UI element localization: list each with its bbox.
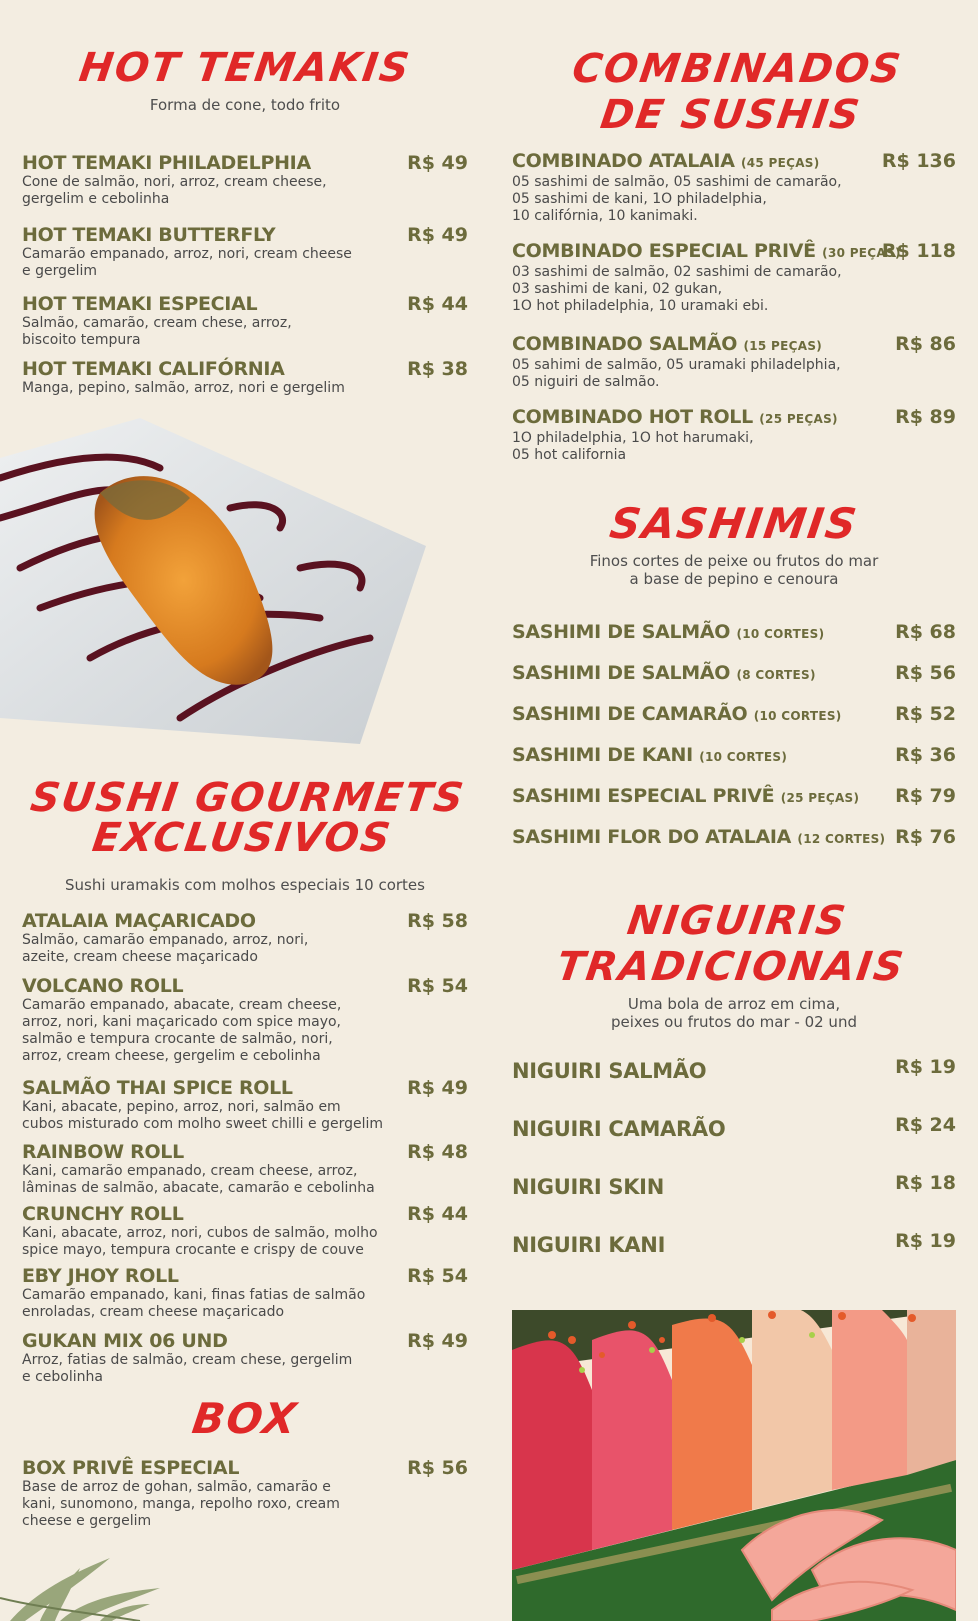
item-price: R$ 118 (881, 240, 956, 262)
item-name: HOT TEMAKI PHILADELPHIA (22, 152, 311, 174)
item-price: R$ 58 (407, 910, 468, 932)
item-description: Camarão empanado, abacate, cream cheese, arroz, nori, kani maçaricado com spice mayo, salmão e tempura crocante de salmão, nori, arroz, cream cheese, gergelim e cebolinha (22, 997, 342, 1064)
item-description: Kani, abacate, pepino, arroz, nori, salmão em cubos misturado com molho sweet chilli e gergelim (22, 1099, 383, 1132)
sashimis-subtitle: Finos cortes de peixe ou frutos do mar a base de pepino e cenoura (589, 552, 879, 588)
item-count: (10 CORTES) (699, 750, 788, 764)
item-price: R$ 18 (895, 1172, 956, 1194)
menu-item (22, 1457, 468, 1530)
item-count: (25 PEÇAS) (780, 791, 860, 805)
menu-item (22, 1203, 468, 1259)
menu-item (22, 975, 468, 1065)
item-name: SASHIMI DE KANI (10 CORTES) (512, 744, 788, 766)
sushi-roll-photo (512, 1310, 956, 1621)
item-name: HOT TEMAKI ESPECIAL (22, 293, 258, 315)
item-count: (45 PEÇAS) (740, 156, 820, 170)
box-title: BOX (189, 1394, 301, 1443)
item-name: EBY JHOY ROLL (22, 1265, 179, 1287)
item-price: R$ 52 (895, 703, 956, 725)
menu-item (512, 406, 956, 464)
item-count: (25 PEÇAS) (759, 412, 838, 426)
sushi-gourmets-title: SUSHI GOURMETS EXCLUSIVOS (27, 775, 468, 861)
menu-item (22, 1265, 468, 1321)
item-name: ATALAIA MAÇARICADO (22, 910, 256, 932)
menu-item (512, 785, 956, 809)
item-count: (12 CORTES) (797, 832, 886, 846)
menu-item (512, 1172, 956, 1199)
item-price: R$ 36 (895, 744, 956, 766)
menu-item (22, 1330, 468, 1386)
item-description: Kani, camarão empanado, cream cheese, arroz, lâminas de salmão, abacate, camarão e cebolinha (22, 1163, 375, 1196)
bamboo-leaf-icon (0, 1538, 170, 1621)
item-count: (30 PEÇAS) (822, 246, 901, 260)
item-price: R$ 49 (407, 224, 468, 246)
menu-item (512, 621, 956, 645)
item-name: COMBINADO SALMÃO (15 PEÇAS) (512, 333, 823, 355)
sushi-gourmets-subtitle: Sushi uramakis com molhos especiais 10 cortes (65, 876, 425, 894)
item-name: NIGUIRI CAMARÃO (512, 1117, 726, 1141)
item-description: Salmão, camarão, cream chese, arroz, biscoito tempura (22, 315, 292, 348)
item-description: 05 sashimi de salmão, 05 sashimi de camarão, 05 sashimi de kani, 1O philadelphia, 10 califórnia, 10 kanimaki. (512, 174, 842, 224)
item-price: R$ 49 (407, 1077, 468, 1099)
item-price: R$ 49 (407, 1330, 468, 1352)
menu-item (512, 240, 956, 315)
hot-temakis-title: HOT TEMAKIS (76, 45, 414, 91)
item-price: R$ 19 (895, 1230, 956, 1252)
item-count: (10 CORTES) (736, 627, 825, 641)
item-name: RAINBOW ROLL (22, 1141, 184, 1163)
item-description: Base de arroz de gohan, salmão, camarão e kani, sunomono, manga, repolho roxo, cream cheese e gergelim (22, 1479, 340, 1529)
item-name: HOT TEMAKI CALIFÓRNIA (22, 358, 285, 380)
item-description: Cone de salmão, nori, arroz, cream cheese, gergelim e cebolinha (22, 174, 327, 207)
item-name: SASHIMI FLOR DO ATALAIA (12 CORTES) (512, 826, 886, 848)
item-name: HOT TEMAKI BUTTERFLY (22, 224, 276, 246)
item-price: R$ 79 (895, 785, 956, 807)
item-price: R$ 24 (895, 1114, 956, 1136)
item-name: COMBINADO ESPECIAL PRIVÊ (30 PEÇAS) (512, 240, 901, 262)
item-price: R$ 54 (407, 975, 468, 997)
hot-temakis-subtitle: Forma de cone, todo frito (149, 96, 341, 114)
menu-item (22, 293, 468, 349)
menu-item (512, 1114, 956, 1141)
item-price: R$ 49 (407, 152, 468, 174)
item-name: SASHIMI DE SALMÃO (10 CORTES) (512, 621, 825, 643)
combinados-title: COMBINADOS DE SUSHIS (569, 46, 905, 138)
item-price: R$ 76 (895, 826, 956, 848)
item-name: SASHIMI DE SALMÃO (8 CORTES) (512, 662, 816, 684)
niguiris-subtitle: Uma bola de arroz em cima, peixes ou frutos do mar - 02 und (611, 995, 857, 1031)
menu-item (512, 1230, 956, 1257)
item-description: Camarão empanado, kani, finas fatias de salmão enroladas, cream cheese maçaricado (22, 1287, 366, 1320)
menu-item (512, 333, 956, 391)
item-price: R$ 56 (895, 662, 956, 684)
item-price: R$ 54 (407, 1265, 468, 1287)
item-name: NIGUIRI KANI (512, 1233, 666, 1257)
item-price: R$ 89 (895, 406, 956, 428)
menu-item (512, 662, 956, 686)
item-name: SALMÃO THAI SPICE ROLL (22, 1077, 293, 1099)
item-description: 03 sashimi de salmão, 02 sashimi de camarão, 03 sashimi de kani, 02 gukan, 1O hot philadelphia, 10 uramaki ebi. (512, 264, 842, 314)
item-price: R$ 44 (407, 293, 468, 315)
item-price: R$ 44 (407, 1203, 468, 1225)
item-name: NIGUIRI SKIN (512, 1175, 664, 1199)
item-price: R$ 56 (407, 1457, 468, 1479)
item-description: 1O philadelphia, 1O hot harumaki, 05 hot california (512, 430, 754, 463)
menu-item (512, 150, 956, 225)
item-name: GUKAN MIX 06 UND (22, 1330, 228, 1352)
item-count: (10 CORTES) (753, 709, 842, 723)
sashimis-title: SASHIMIS (606, 499, 862, 548)
item-description: Camarão empanado, arroz, nori, cream cheese e gergelim (22, 246, 352, 279)
item-name: SASHIMI DE CAMARÃO (10 CORTES) (512, 703, 842, 725)
item-price: R$ 136 (881, 150, 956, 172)
menu-item (512, 1056, 956, 1083)
niguiris-title: NIGUIRIS TRADICIONAIS (553, 898, 908, 990)
item-name: COMBINADO HOT ROLL (25 PEÇAS) (512, 406, 838, 428)
item-name: SASHIMI ESPECIAL PRIVÊ (25 PEÇAS) (512, 785, 860, 807)
menu-item (512, 744, 956, 768)
item-count: (8 CORTES) (736, 668, 816, 682)
item-name: NIGUIRI SALMÃO (512, 1059, 707, 1083)
menu-item (22, 910, 468, 966)
item-price: R$ 19 (895, 1056, 956, 1078)
item-description: 05 sahimi de salmão, 05 uramaki philadelphia, 05 niguiri de salmão. (512, 357, 841, 390)
menu-item (22, 224, 468, 280)
item-price: R$ 48 (407, 1141, 468, 1163)
item-description: Kani, abacate, arroz, nori, cubos de salmão, molho spice mayo, tempura crocante e crispy de couve (22, 1225, 378, 1258)
item-price: R$ 68 (895, 621, 956, 643)
item-name: CRUNCHY ROLL (22, 1203, 184, 1225)
item-name: COMBINADO ATALAIA (45 PEÇAS) (512, 150, 820, 172)
item-price: R$ 38 (407, 358, 468, 380)
menu-item (512, 826, 956, 850)
hot-temaki-photo (0, 418, 426, 744)
item-description: Salmão, camarão empanado, arroz, nori, azeite, cream cheese maçaricado (22, 932, 309, 965)
item-count: (15 PEÇAS) (743, 339, 823, 353)
menu-item (22, 1077, 468, 1133)
item-name: VOLCANO ROLL (22, 975, 184, 997)
item-name: BOX PRIVÊ ESPECIAL (22, 1457, 240, 1479)
menu-item (22, 1141, 468, 1197)
menu-item (22, 152, 468, 208)
item-description: Arroz, fatias de salmão, cream chese, gergelim e cebolinha (22, 1352, 353, 1385)
menu-item (512, 703, 956, 727)
item-description: Manga, pepino, salmão, arroz, nori e gergelim (22, 380, 345, 396)
menu-item (22, 358, 468, 397)
item-price: R$ 86 (895, 333, 956, 355)
